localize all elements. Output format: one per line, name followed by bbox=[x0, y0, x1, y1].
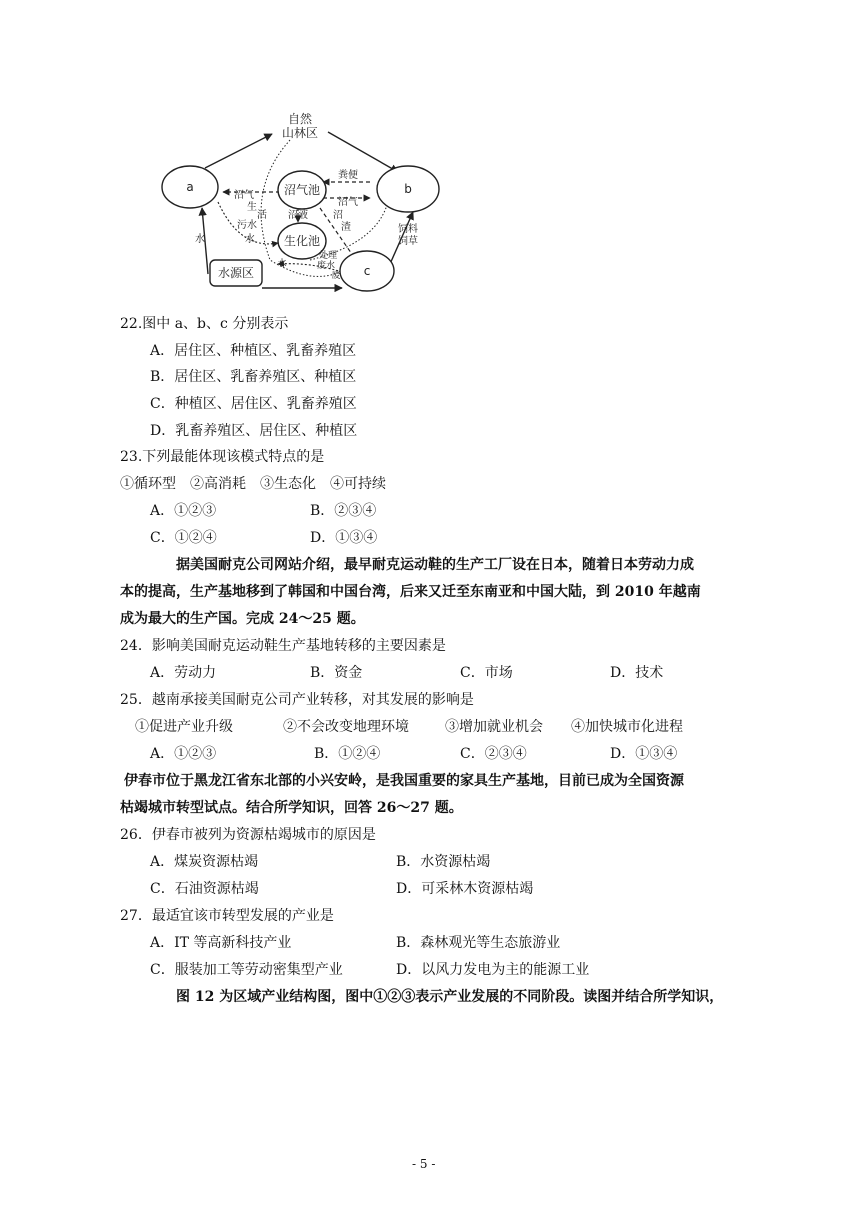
q23-option-a: A．①②③ bbox=[150, 503, 217, 519]
edge-label-water-bottom: 水 bbox=[277, 259, 287, 269]
passage1-line-1: 据美国耐克公司网站介绍，最早耐克运动鞋的生产工厂设在日本，随着日本劳动力成 bbox=[176, 557, 694, 573]
q25-item-3: ③增加就业机会 bbox=[445, 719, 543, 735]
q22-stem: 22.图中 a、b、c 分别表示 bbox=[120, 316, 289, 332]
edge-label-residue-1: 沼 bbox=[333, 210, 343, 221]
q25-option-a: A．①②③ bbox=[150, 746, 217, 762]
q26-option-c: C．石油资源枯竭 bbox=[150, 881, 259, 897]
edge-label-sewage-3: 污 bbox=[237, 220, 247, 231]
edge-label-water-left: 水 bbox=[195, 234, 205, 245]
edge-label-treated-2: 废水 bbox=[316, 261, 336, 271]
edge-label-biogas-left: 沼气 bbox=[234, 190, 254, 201]
node-biogas-tank-label: 沼气池 bbox=[283, 183, 321, 197]
node-mountain-label-1: 自然 bbox=[287, 112, 313, 126]
q23-option-c: C．①②④ bbox=[150, 530, 217, 546]
edge-label-treated-1: 处理 bbox=[318, 251, 338, 261]
edge-label-slurry: 沼液 bbox=[288, 210, 308, 221]
passage2-line-2: 枯竭城市转型试点。结合所学知识，回答 26～27 题。 bbox=[120, 800, 463, 816]
q27-option-a: A．IT 等高新科技产业 bbox=[150, 935, 292, 951]
q27-option-d: D．以风力发电为主的能源工业 bbox=[396, 962, 590, 978]
q22-option-d: D．乳畜养殖区、居住区、种植区 bbox=[150, 423, 358, 439]
edge-label-sewage-2: 活 bbox=[257, 210, 267, 221]
node-a-label: a bbox=[186, 180, 194, 194]
q26-option-b: B．水资源枯竭 bbox=[396, 854, 491, 870]
q27-stem: 27．最适宜该市转型发展的产业是 bbox=[120, 908, 334, 924]
edge-label-waste: 废 bbox=[331, 271, 341, 281]
q24-option-c: C．市场 bbox=[460, 665, 513, 681]
q25-option-d: D．①③④ bbox=[610, 746, 678, 762]
edge-label-feed-2: 饲草 bbox=[398, 236, 418, 247]
q25-option-c: C．②③④ bbox=[460, 746, 527, 762]
node-biochem-tank-label: 生化池 bbox=[283, 234, 321, 248]
node-mountain-label-2: 山林区 bbox=[281, 126, 319, 140]
edge-label-sewage-1: 生 bbox=[247, 202, 257, 213]
passage2-line-1: 伊春市位于黑龙江省东北部的小兴安岭，是我国重要的家具生产基地，目前已成为全国资源 bbox=[124, 773, 684, 789]
q25-item-1: ①促进产业升级 bbox=[135, 719, 233, 735]
edge-label-biogas-right: 沼气 bbox=[338, 197, 358, 208]
q23-option-b: B．②③④ bbox=[310, 503, 377, 519]
edge-label-water-under: 水 bbox=[245, 234, 255, 245]
q24-stem: 24．影响美国耐克运动鞋生产基地转移的主要因素是 bbox=[120, 638, 446, 654]
q25-item-2: ②不会改变地理环境 bbox=[283, 719, 409, 735]
q26-stem: 26．伊春市被列为资源枯竭城市的原因是 bbox=[120, 827, 376, 843]
q27-option-c: C．服装加工等劳动密集型产业 bbox=[150, 962, 343, 978]
edge-label-residue-2: 渣 bbox=[341, 222, 351, 233]
q25-item-4: ④加快城市化进程 bbox=[571, 719, 683, 735]
q22-option-c: C．种植区、居住区、乳畜养殖区 bbox=[150, 396, 357, 412]
q23-stem: 23.下列最能体现该模式特点的是 bbox=[120, 449, 325, 465]
passage3-line: 图 12 为区域产业结构图，图中①②③表示产业发展的不同阶段。读图并结合所学知识， bbox=[176, 989, 724, 1005]
edge-label-feed-1: 饲料 bbox=[398, 224, 418, 235]
page-number: - 5 - bbox=[412, 1157, 436, 1171]
edge-label-sewage-4: 水 bbox=[247, 220, 257, 231]
q26-option-a: A．煤炭资源枯竭 bbox=[150, 854, 259, 870]
q24-option-b: B．资金 bbox=[310, 665, 363, 681]
q23-items: ①循环型 ②高消耗 ③生态化 ④可持续 bbox=[120, 476, 386, 492]
passage1-line-3: 成为最大的生产国。完成 24～25 题。 bbox=[120, 611, 365, 627]
circular-economy-diagram bbox=[160, 100, 450, 300]
node-c-label: c bbox=[363, 264, 371, 278]
q25-option-b: B．①②④ bbox=[314, 746, 381, 762]
q25-stem: 25．越南承接美国耐克公司产业转移，对其发展的影响是 bbox=[120, 692, 474, 708]
q24-option-d: D．技术 bbox=[610, 665, 664, 681]
q22-option-a: A．居住区、种植区、乳畜养殖区 bbox=[150, 343, 357, 359]
q26-option-d: D．可采林木资源枯竭 bbox=[396, 881, 534, 897]
node-b-label: b bbox=[404, 182, 412, 196]
edge-label-feces: 粪便 bbox=[338, 170, 358, 181]
q23-option-d: D．①③④ bbox=[310, 530, 378, 546]
node-water-source-label: 水源区 bbox=[217, 266, 255, 280]
passage1-line-2: 本的提高，生产基地移到了韩国和中国台湾，后来又迁至东南亚和中国大陆，到 2010 年越南 bbox=[120, 584, 701, 600]
q22-option-b: B．居住区、乳畜养殖区、种植区 bbox=[150, 369, 357, 385]
q24-option-a: A．劳动力 bbox=[150, 665, 217, 681]
q27-option-b: B．森林观光等生态旅游业 bbox=[396, 935, 561, 951]
